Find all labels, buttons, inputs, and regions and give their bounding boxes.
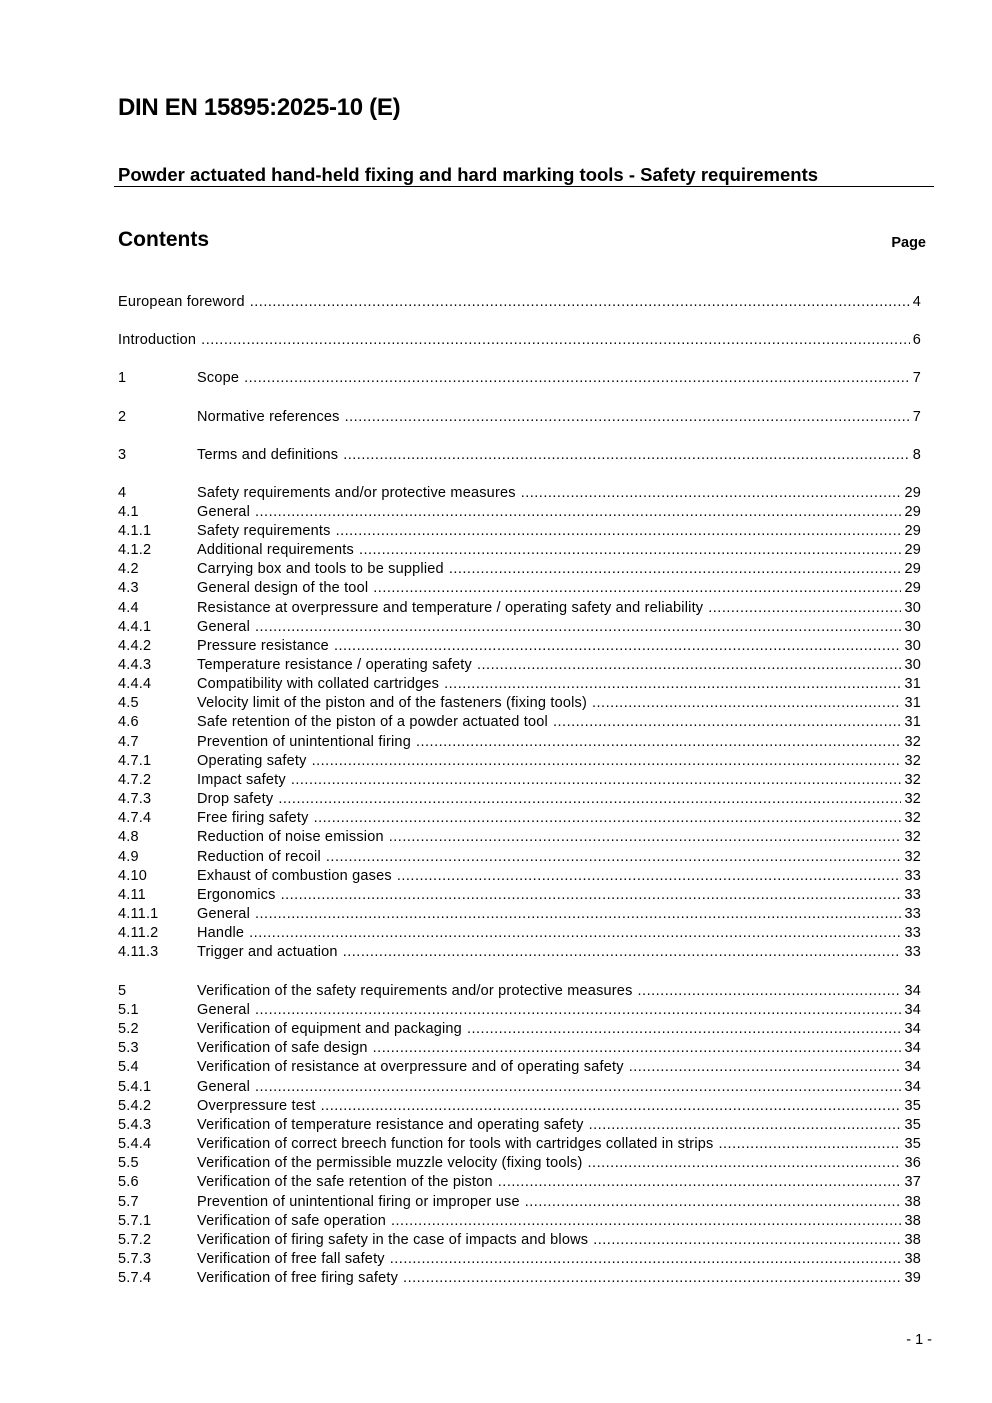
toc-entry-title: Verification of the safe retention of the piston bbox=[197, 1174, 493, 1190]
toc-entry[interactable] bbox=[118, 541, 921, 560]
toc-entry-title: Verification of the safety requirements and/or protective measures bbox=[197, 983, 633, 999]
toc-entry-title: Resistance at overpressure and temperature / operating safety and reliability bbox=[197, 600, 704, 616]
toc-entry-page: 34 bbox=[904, 1002, 921, 1018]
toc-dot-leader bbox=[718, 1135, 901, 1154]
toc-entry-title: Safety requirements and/or protective measures bbox=[197, 485, 516, 501]
toc-entry-page: 39 bbox=[904, 1270, 921, 1286]
toc-dot-leader bbox=[467, 1020, 902, 1039]
toc-entry[interactable] bbox=[118, 484, 921, 503]
toc-entry-number: 4.1 bbox=[118, 504, 139, 520]
toc-entry-number: 5.7.1 bbox=[118, 1213, 152, 1229]
toc-entry[interactable] bbox=[118, 446, 921, 465]
toc-entry-title: Verification of resistance at overpressure and of operating safety bbox=[197, 1059, 624, 1075]
toc-dot-leader bbox=[250, 293, 910, 312]
toc-dot-leader bbox=[498, 1173, 902, 1192]
toc-entry[interactable] bbox=[118, 848, 921, 867]
toc-entry-number: 4.11.1 bbox=[118, 906, 159, 922]
toc-entry-number: 4.1.2 bbox=[118, 542, 152, 558]
toc-entry[interactable] bbox=[118, 293, 921, 312]
toc-entry-title: Additional requirements bbox=[197, 542, 354, 558]
toc-entry-number: 4.4.1 bbox=[118, 619, 152, 635]
toc-entry[interactable] bbox=[118, 1193, 921, 1212]
toc-entry-page: 32 bbox=[904, 849, 921, 865]
toc-entry[interactable] bbox=[118, 828, 921, 847]
toc-entry[interactable] bbox=[118, 656, 921, 675]
toc-entry-number: 4 bbox=[118, 485, 127, 501]
contents-heading: Contents bbox=[118, 228, 209, 251]
toc-entry-page: 31 bbox=[904, 695, 921, 711]
toc-entry-page: 31 bbox=[904, 714, 921, 730]
toc-entry-title: Exhaust of combustion gases bbox=[197, 868, 392, 884]
toc-dot-leader bbox=[521, 484, 902, 503]
toc-entry-page: 34 bbox=[904, 983, 921, 999]
toc-dot-leader bbox=[444, 675, 901, 694]
toc-entry-title: General bbox=[197, 1079, 250, 1095]
toc-entry-number: 4.8 bbox=[118, 829, 139, 845]
toc-entry[interactable] bbox=[118, 809, 921, 828]
toc-entry-page: 32 bbox=[904, 810, 921, 826]
toc-dot-leader bbox=[390, 1250, 902, 1269]
toc-entry-number: 5.2 bbox=[118, 1021, 139, 1037]
title-rule bbox=[114, 186, 934, 187]
toc-entry-title: Reduction of noise emission bbox=[197, 829, 384, 845]
toc-entry-number: 2 bbox=[118, 409, 127, 425]
document-title: Powder actuated hand-held fixing and hard marking tools - Safety requirements bbox=[118, 164, 819, 185]
toc-entry-page: 38 bbox=[904, 1251, 921, 1267]
toc-entry[interactable] bbox=[118, 1212, 921, 1231]
toc-dot-leader bbox=[291, 771, 902, 790]
toc-dot-leader bbox=[593, 1231, 901, 1250]
toc-entry-title: Drop safety bbox=[197, 791, 274, 807]
toc-entry-title: Verification of firing safety in the case of impacts and blows bbox=[197, 1232, 589, 1248]
toc-entry-title: Ergonomics bbox=[197, 887, 276, 903]
toc-entry-page: 30 bbox=[904, 600, 921, 616]
toc-entry-number: 4.7.1 bbox=[118, 753, 152, 769]
toc-entry[interactable] bbox=[118, 1001, 921, 1020]
toc-entry-page: 32 bbox=[904, 791, 921, 807]
toc-entry-page: 38 bbox=[904, 1194, 921, 1210]
toc-entry[interactable] bbox=[118, 1078, 921, 1097]
toc-entry-page: 35 bbox=[904, 1136, 921, 1152]
toc-entry[interactable] bbox=[118, 943, 921, 962]
toc-entry-number: 4.11 bbox=[118, 887, 146, 903]
toc-entry-page: 7 bbox=[912, 370, 921, 386]
toc-dot-leader bbox=[249, 924, 901, 943]
toc-dot-leader bbox=[201, 331, 910, 350]
toc-entry-number: 5.7 bbox=[118, 1194, 139, 1210]
toc-entry-title: Operating safety bbox=[197, 753, 307, 769]
toc-entry[interactable] bbox=[118, 771, 921, 790]
toc-dot-leader bbox=[255, 1001, 901, 1020]
toc-dot-leader bbox=[343, 943, 902, 962]
toc-entry[interactable] bbox=[118, 579, 921, 598]
toc-dot-leader bbox=[255, 1078, 901, 1097]
toc-entry-number: 4.2 bbox=[118, 561, 139, 577]
toc-dot-leader bbox=[416, 733, 902, 752]
toc-entry-page: 29 bbox=[904, 580, 921, 596]
toc-entry[interactable] bbox=[118, 1097, 921, 1116]
toc-entry-number: 4.11.2 bbox=[118, 925, 159, 941]
toc-entry-page: 33 bbox=[904, 944, 921, 960]
toc-dot-leader bbox=[525, 1193, 902, 1212]
toc-dot-leader bbox=[391, 1212, 901, 1231]
toc-entry-number: 5.1 bbox=[118, 1002, 139, 1018]
toc-dot-leader bbox=[629, 1058, 902, 1077]
toc-dot-leader bbox=[281, 886, 902, 905]
toc-entry-page: 32 bbox=[904, 829, 921, 845]
toc-dot-leader bbox=[397, 867, 902, 886]
toc-entry-number: 4.7.3 bbox=[118, 791, 152, 807]
toc-entry-number: 5.7.3 bbox=[118, 1251, 152, 1267]
toc-entry[interactable] bbox=[118, 905, 921, 924]
toc-dot-leader bbox=[389, 828, 902, 847]
toc-entry-title: Reduction of recoil bbox=[197, 849, 321, 865]
toc-entry[interactable] bbox=[118, 1269, 921, 1288]
toc-entry-title: Verification of safe design bbox=[197, 1040, 368, 1056]
toc-entry-number: 5.6 bbox=[118, 1174, 139, 1190]
toc-dot-leader bbox=[343, 446, 910, 465]
toc-entry-number: 1 bbox=[118, 370, 127, 386]
toc-entry[interactable] bbox=[118, 618, 921, 637]
toc-entry-page: 8 bbox=[912, 447, 921, 463]
toc-entry-number: 4.7 bbox=[118, 734, 139, 750]
toc-entry[interactable] bbox=[118, 503, 921, 522]
toc-entry[interactable] bbox=[118, 733, 921, 752]
toc-dot-leader bbox=[255, 618, 901, 637]
toc-entry-title: Temperature resistance / operating safety bbox=[197, 657, 472, 673]
toc-entry[interactable] bbox=[118, 599, 921, 618]
toc-entry-title: General bbox=[197, 906, 250, 922]
toc-entry-number: 4.4.2 bbox=[118, 638, 152, 654]
toc-entry[interactable] bbox=[118, 790, 921, 809]
toc-entry-number: 3 bbox=[118, 447, 127, 463]
toc-entry[interactable] bbox=[118, 1020, 921, 1039]
toc-entry-title: General design of the tool bbox=[197, 580, 369, 596]
toc-entry-title: Safety requirements bbox=[197, 523, 331, 539]
toc-dot-leader bbox=[708, 599, 901, 618]
toc-entry-page: 36 bbox=[904, 1155, 921, 1171]
toc-entry[interactable] bbox=[118, 1058, 921, 1077]
toc-entry-page: 30 bbox=[904, 619, 921, 635]
toc-entry[interactable] bbox=[118, 408, 921, 427]
toc-entry-title: Verification of safe operation bbox=[197, 1213, 386, 1229]
toc-entry-title: Velocity limit of the piston and of the fasteners (fixing tools) bbox=[197, 695, 587, 711]
toc-entry-number: 5.7.4 bbox=[118, 1270, 152, 1286]
toc-entry-page: 34 bbox=[904, 1059, 921, 1075]
toc-entry-page: 29 bbox=[904, 504, 921, 520]
toc-entry-title: Safe retention of the piston of a powder actuated tool bbox=[197, 714, 548, 730]
toc-entry[interactable] bbox=[118, 982, 921, 1001]
toc-entry-title: General bbox=[197, 504, 250, 520]
toc-entry-page: 4 bbox=[912, 294, 921, 310]
toc-entry[interactable] bbox=[118, 1116, 921, 1135]
toc-entry-page: 30 bbox=[904, 657, 921, 673]
toc-entry-page: 34 bbox=[904, 1040, 921, 1056]
toc-entry-page: 30 bbox=[904, 638, 921, 654]
toc-entry[interactable] bbox=[118, 1231, 921, 1250]
toc-entry-title: Pressure resistance bbox=[197, 638, 329, 654]
toc-dot-leader bbox=[255, 905, 901, 924]
toc-entry[interactable] bbox=[118, 886, 921, 905]
toc-entry-page: 38 bbox=[904, 1213, 921, 1229]
toc-entry-number: 5.4.1 bbox=[118, 1079, 152, 1095]
toc-dot-leader bbox=[449, 560, 902, 579]
toc-entry[interactable] bbox=[118, 637, 921, 656]
toc-entry-number: 4.6 bbox=[118, 714, 139, 730]
toc-dot-leader bbox=[244, 369, 910, 388]
toc-dot-leader bbox=[373, 1039, 902, 1058]
toc-entry-number: 4.9 bbox=[118, 849, 139, 865]
toc-entry-title: Carrying box and tools to be supplied bbox=[197, 561, 444, 577]
toc-entry-page: 29 bbox=[904, 542, 921, 558]
toc-entry-title: Verification of free firing safety bbox=[197, 1270, 399, 1286]
toc-entry-title: Handle bbox=[197, 925, 245, 941]
toc-entry-number: 5.5 bbox=[118, 1155, 139, 1171]
toc-dot-leader bbox=[314, 809, 902, 828]
toc-entry-page: 32 bbox=[904, 753, 921, 769]
toc-entry-page: 31 bbox=[904, 676, 921, 692]
toc-entry-title: Terms and definitions bbox=[197, 447, 339, 463]
toc-entry-number: 5.4 bbox=[118, 1059, 139, 1075]
toc-entry-number: 4.4 bbox=[118, 600, 139, 616]
toc-entry-page: 33 bbox=[904, 925, 921, 941]
toc-entry-page: 33 bbox=[904, 868, 921, 884]
toc-entry-number: 4.11.3 bbox=[118, 944, 159, 960]
toc-entry-title: Prevention of unintentional firing bbox=[197, 734, 411, 750]
page-column-heading: Page bbox=[891, 235, 926, 251]
toc-entry-page: 32 bbox=[904, 772, 921, 788]
toc-entry[interactable] bbox=[118, 369, 921, 388]
toc-entry-number: 5.4.4 bbox=[118, 1136, 152, 1152]
toc-entry-title: Overpressure test bbox=[197, 1098, 316, 1114]
toc-entry-title: Free firing safety bbox=[197, 810, 309, 826]
toc-entry[interactable] bbox=[118, 560, 921, 579]
toc-dot-leader bbox=[336, 522, 902, 541]
toc-entry-page: 29 bbox=[904, 561, 921, 577]
toc-dot-leader bbox=[312, 752, 902, 771]
toc-entry-number: 4.7.2 bbox=[118, 772, 152, 788]
toc-entry-page: 34 bbox=[904, 1079, 921, 1095]
toc-dot-leader bbox=[321, 1097, 902, 1116]
toc-entry-title: Verification of the permissible muzzle velocity (fixing tools) bbox=[197, 1155, 583, 1171]
toc-entry-page: 35 bbox=[904, 1098, 921, 1114]
toc-entry[interactable] bbox=[118, 522, 921, 541]
toc-entry-title: Verification of free fall safety bbox=[197, 1251, 385, 1267]
toc-entry-number: 5 bbox=[118, 983, 127, 999]
toc-dot-leader bbox=[403, 1269, 901, 1288]
toc-dot-leader bbox=[588, 1154, 902, 1173]
toc-entry-title: General bbox=[197, 1002, 250, 1018]
toc-entry[interactable] bbox=[118, 1173, 921, 1192]
toc-entry-title: Compatibility with collated cartridges bbox=[197, 676, 440, 692]
toc-dot-leader bbox=[345, 408, 910, 427]
toc-entry-page: 6 bbox=[912, 332, 921, 348]
toc-dot-leader bbox=[553, 713, 901, 732]
toc-entry-title: Trigger and actuation bbox=[197, 944, 338, 960]
toc-dot-leader bbox=[255, 503, 901, 522]
page-number: - 1 - bbox=[906, 1332, 932, 1348]
toc-entry-title: European foreword bbox=[118, 294, 245, 310]
toc-entry-number: 5.7.2 bbox=[118, 1232, 152, 1248]
toc-entry-number: 4.5 bbox=[118, 695, 139, 711]
toc-entry-number: 4.10 bbox=[118, 868, 148, 884]
toc-entry-page: 34 bbox=[904, 1021, 921, 1037]
toc-entry-title: Verification of equipment and packaging bbox=[197, 1021, 462, 1037]
toc-entry-page: 35 bbox=[904, 1117, 921, 1133]
toc-entry-page: 29 bbox=[904, 523, 921, 539]
toc-entry-number: 5.4.2 bbox=[118, 1098, 152, 1114]
toc-entry[interactable] bbox=[118, 331, 921, 350]
toc-dot-leader bbox=[359, 541, 902, 560]
toc-entry[interactable] bbox=[118, 924, 921, 943]
toc-entry-title: Prevention of unintentional firing or improper use bbox=[197, 1194, 520, 1210]
toc-entry-page: 7 bbox=[912, 409, 921, 425]
toc-entry[interactable] bbox=[118, 752, 921, 771]
toc-entry-page: 33 bbox=[904, 906, 921, 922]
toc-entry-page: 37 bbox=[904, 1174, 921, 1190]
toc-entry-title: Verification of temperature resistance and operating safety bbox=[197, 1117, 584, 1133]
toc-entry-page: 33 bbox=[904, 887, 921, 903]
toc-dot-leader bbox=[373, 579, 901, 598]
document-id: DIN EN 15895:2025-10 (E) bbox=[118, 94, 401, 121]
toc-dot-leader bbox=[638, 982, 902, 1001]
toc-dot-leader bbox=[278, 790, 901, 809]
toc-entry[interactable] bbox=[118, 1039, 921, 1058]
toc-entry[interactable] bbox=[118, 694, 921, 713]
toc-entry-title: Verification of correct breech function for tools with cartridges collated in strips bbox=[197, 1136, 714, 1152]
toc-dot-leader bbox=[589, 1116, 902, 1135]
toc-entry[interactable] bbox=[118, 675, 921, 694]
toc-entry-page: 38 bbox=[904, 1232, 921, 1248]
toc-entry[interactable] bbox=[118, 1154, 921, 1173]
toc-entry-title: Impact safety bbox=[197, 772, 286, 788]
toc-entry-title: Normative references bbox=[197, 409, 340, 425]
toc-entry-title: Introduction bbox=[118, 332, 197, 348]
toc-entry-title: General bbox=[197, 619, 250, 635]
toc-dot-leader bbox=[477, 656, 901, 675]
toc-entry-number: 4.1.1 bbox=[118, 523, 152, 539]
toc-entry-number: 4.3 bbox=[118, 580, 139, 596]
toc-entry-number: 5.3 bbox=[118, 1040, 139, 1056]
toc-entry-title: Scope bbox=[197, 370, 240, 386]
toc-entry[interactable] bbox=[118, 867, 921, 886]
toc-entry[interactable] bbox=[118, 1250, 921, 1269]
toc-dot-leader bbox=[326, 848, 902, 867]
toc-entry[interactable] bbox=[118, 1135, 921, 1154]
toc-dot-leader bbox=[334, 637, 902, 656]
toc-dot-leader bbox=[592, 694, 901, 713]
toc-entry-number: 4.4.3 bbox=[118, 657, 152, 673]
toc-entry-number: 4.4.4 bbox=[118, 676, 152, 692]
toc-entry[interactable] bbox=[118, 713, 921, 732]
toc-entry-page: 29 bbox=[904, 485, 921, 501]
toc-entry-page: 32 bbox=[904, 734, 921, 750]
toc-entry-number: 5.4.3 bbox=[118, 1117, 152, 1133]
toc-entry-number: 4.7.4 bbox=[118, 810, 152, 826]
